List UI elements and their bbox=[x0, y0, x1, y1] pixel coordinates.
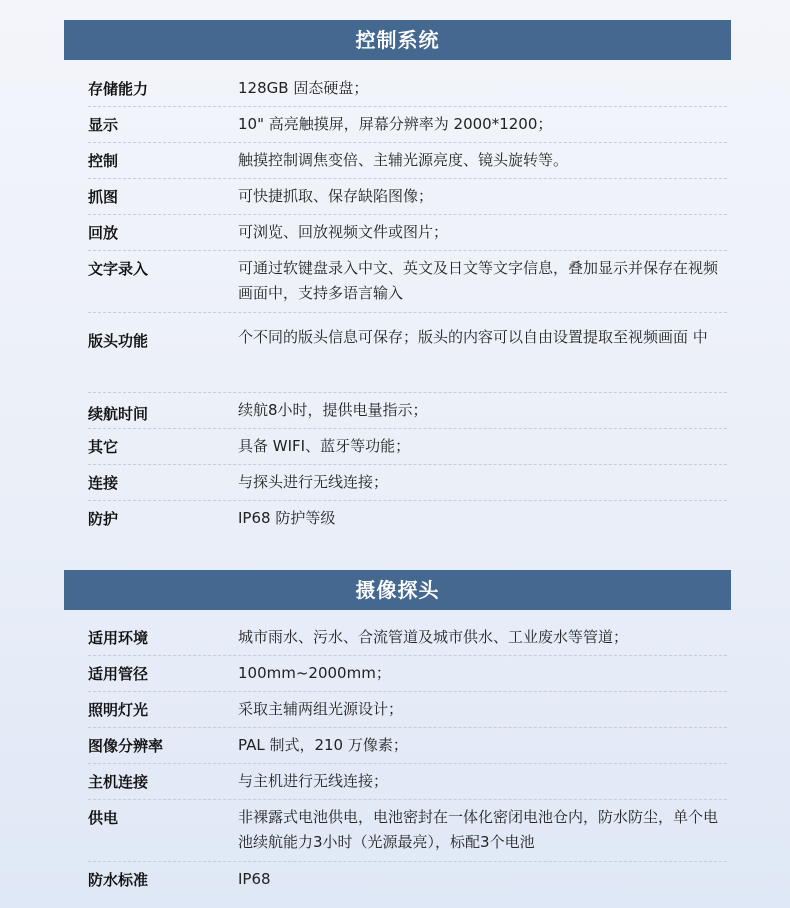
spec-label: 回放 bbox=[88, 224, 119, 242]
control-system-section bbox=[64, 20, 731, 537]
spec-value: 具备 WIFI、蓝牙等功能； bbox=[238, 437, 411, 455]
camera-probe-section bbox=[64, 570, 731, 898]
spec-label: 图像分辨率 bbox=[88, 737, 164, 755]
spec-value: 与主机进行无线连接； bbox=[238, 772, 389, 790]
spec-value: IP68 bbox=[238, 870, 271, 888]
spec-row bbox=[88, 393, 727, 429]
spec-value: 采取主辅两组光源设计； bbox=[238, 700, 404, 718]
spec-row bbox=[88, 215, 727, 251]
spec-row bbox=[88, 429, 727, 465]
spec-row bbox=[88, 107, 727, 143]
spec-row bbox=[88, 143, 727, 179]
camera-probe-table bbox=[64, 610, 731, 898]
spec-row bbox=[88, 620, 727, 656]
spec-value: 可浏览、回放视频文件或图片； bbox=[238, 223, 449, 241]
spec-label: 其它 bbox=[88, 438, 119, 456]
spec-label: 文字录入 bbox=[88, 260, 149, 278]
spec-row bbox=[88, 501, 727, 537]
spec-value: 续航8小时，提供电量指示； bbox=[238, 401, 428, 419]
spec-value: IP68 防护等级 bbox=[238, 509, 336, 527]
spec-row bbox=[88, 71, 727, 107]
spec-value: 触摸控制调焦变倍、主辅光源亮度、镜头旋转等。 bbox=[238, 151, 569, 169]
spec-value: PAL 制式，210 万像素； bbox=[238, 736, 408, 754]
spec-label: 控制 bbox=[88, 152, 119, 170]
spec-value: 可通过软键盘录入中文、英文及日文等文字信息，叠加显示并保存在视频 画面中，支持多语言输入 bbox=[238, 259, 719, 302]
control-system-table bbox=[64, 60, 731, 537]
spec-row bbox=[88, 728, 727, 764]
camera-probe-header: 摄像探头 bbox=[64, 570, 731, 610]
spec-row bbox=[88, 692, 727, 728]
spec-label: 供电 bbox=[88, 809, 119, 827]
spec-label: 连接 bbox=[88, 474, 119, 492]
spec-row bbox=[88, 251, 727, 313]
spec-value: 128GB 固态硬盘； bbox=[238, 79, 369, 97]
spec-row bbox=[88, 313, 727, 393]
spec-value: 100mm~2000mm； bbox=[238, 664, 391, 682]
spec-row bbox=[88, 179, 727, 215]
spec-row bbox=[88, 862, 727, 898]
spec-row bbox=[88, 800, 727, 862]
spec-value: 城市雨水、污水、合流管道及城市供水、工业废水等管道； bbox=[238, 628, 629, 646]
spec-label: 主机连接 bbox=[88, 773, 149, 791]
spec-value: 非裸露式电池供电，电池密封在一体化密闭电池仓内，防水防尘，单个电池续航能力3小时（光源最亮），标配3个电池 bbox=[238, 808, 719, 851]
spec-label: 存储能力 bbox=[88, 80, 149, 98]
spec-label: 版头功能 bbox=[88, 332, 149, 350]
spec-row bbox=[88, 465, 727, 501]
spec-label: 防水标准 bbox=[88, 871, 149, 889]
spec-label: 续航时间 bbox=[88, 405, 149, 423]
spec-label: 照明灯光 bbox=[88, 701, 149, 719]
spec-value: 可快捷抓取、保存缺陷图像； bbox=[238, 187, 434, 205]
spec-label: 显示 bbox=[88, 116, 119, 134]
spec-label: 适用管径 bbox=[88, 665, 149, 683]
spec-value: 10" 高亮触摸屏，屏幕分辨率为 2000*1200； bbox=[238, 115, 553, 133]
spec-label: 适用环境 bbox=[88, 629, 149, 647]
spec-value: 与探头进行无线连接； bbox=[238, 473, 389, 491]
spec-row bbox=[88, 656, 727, 692]
spec-value: 个不同的版头信息可保存；版头的内容可以自由设置提取至视频画面 中 bbox=[238, 328, 708, 346]
spec-label: 防护 bbox=[88, 510, 119, 528]
spec-row bbox=[88, 764, 727, 800]
control-system-header: 控制系统 bbox=[64, 20, 731, 60]
spec-label: 抓图 bbox=[88, 188, 119, 206]
